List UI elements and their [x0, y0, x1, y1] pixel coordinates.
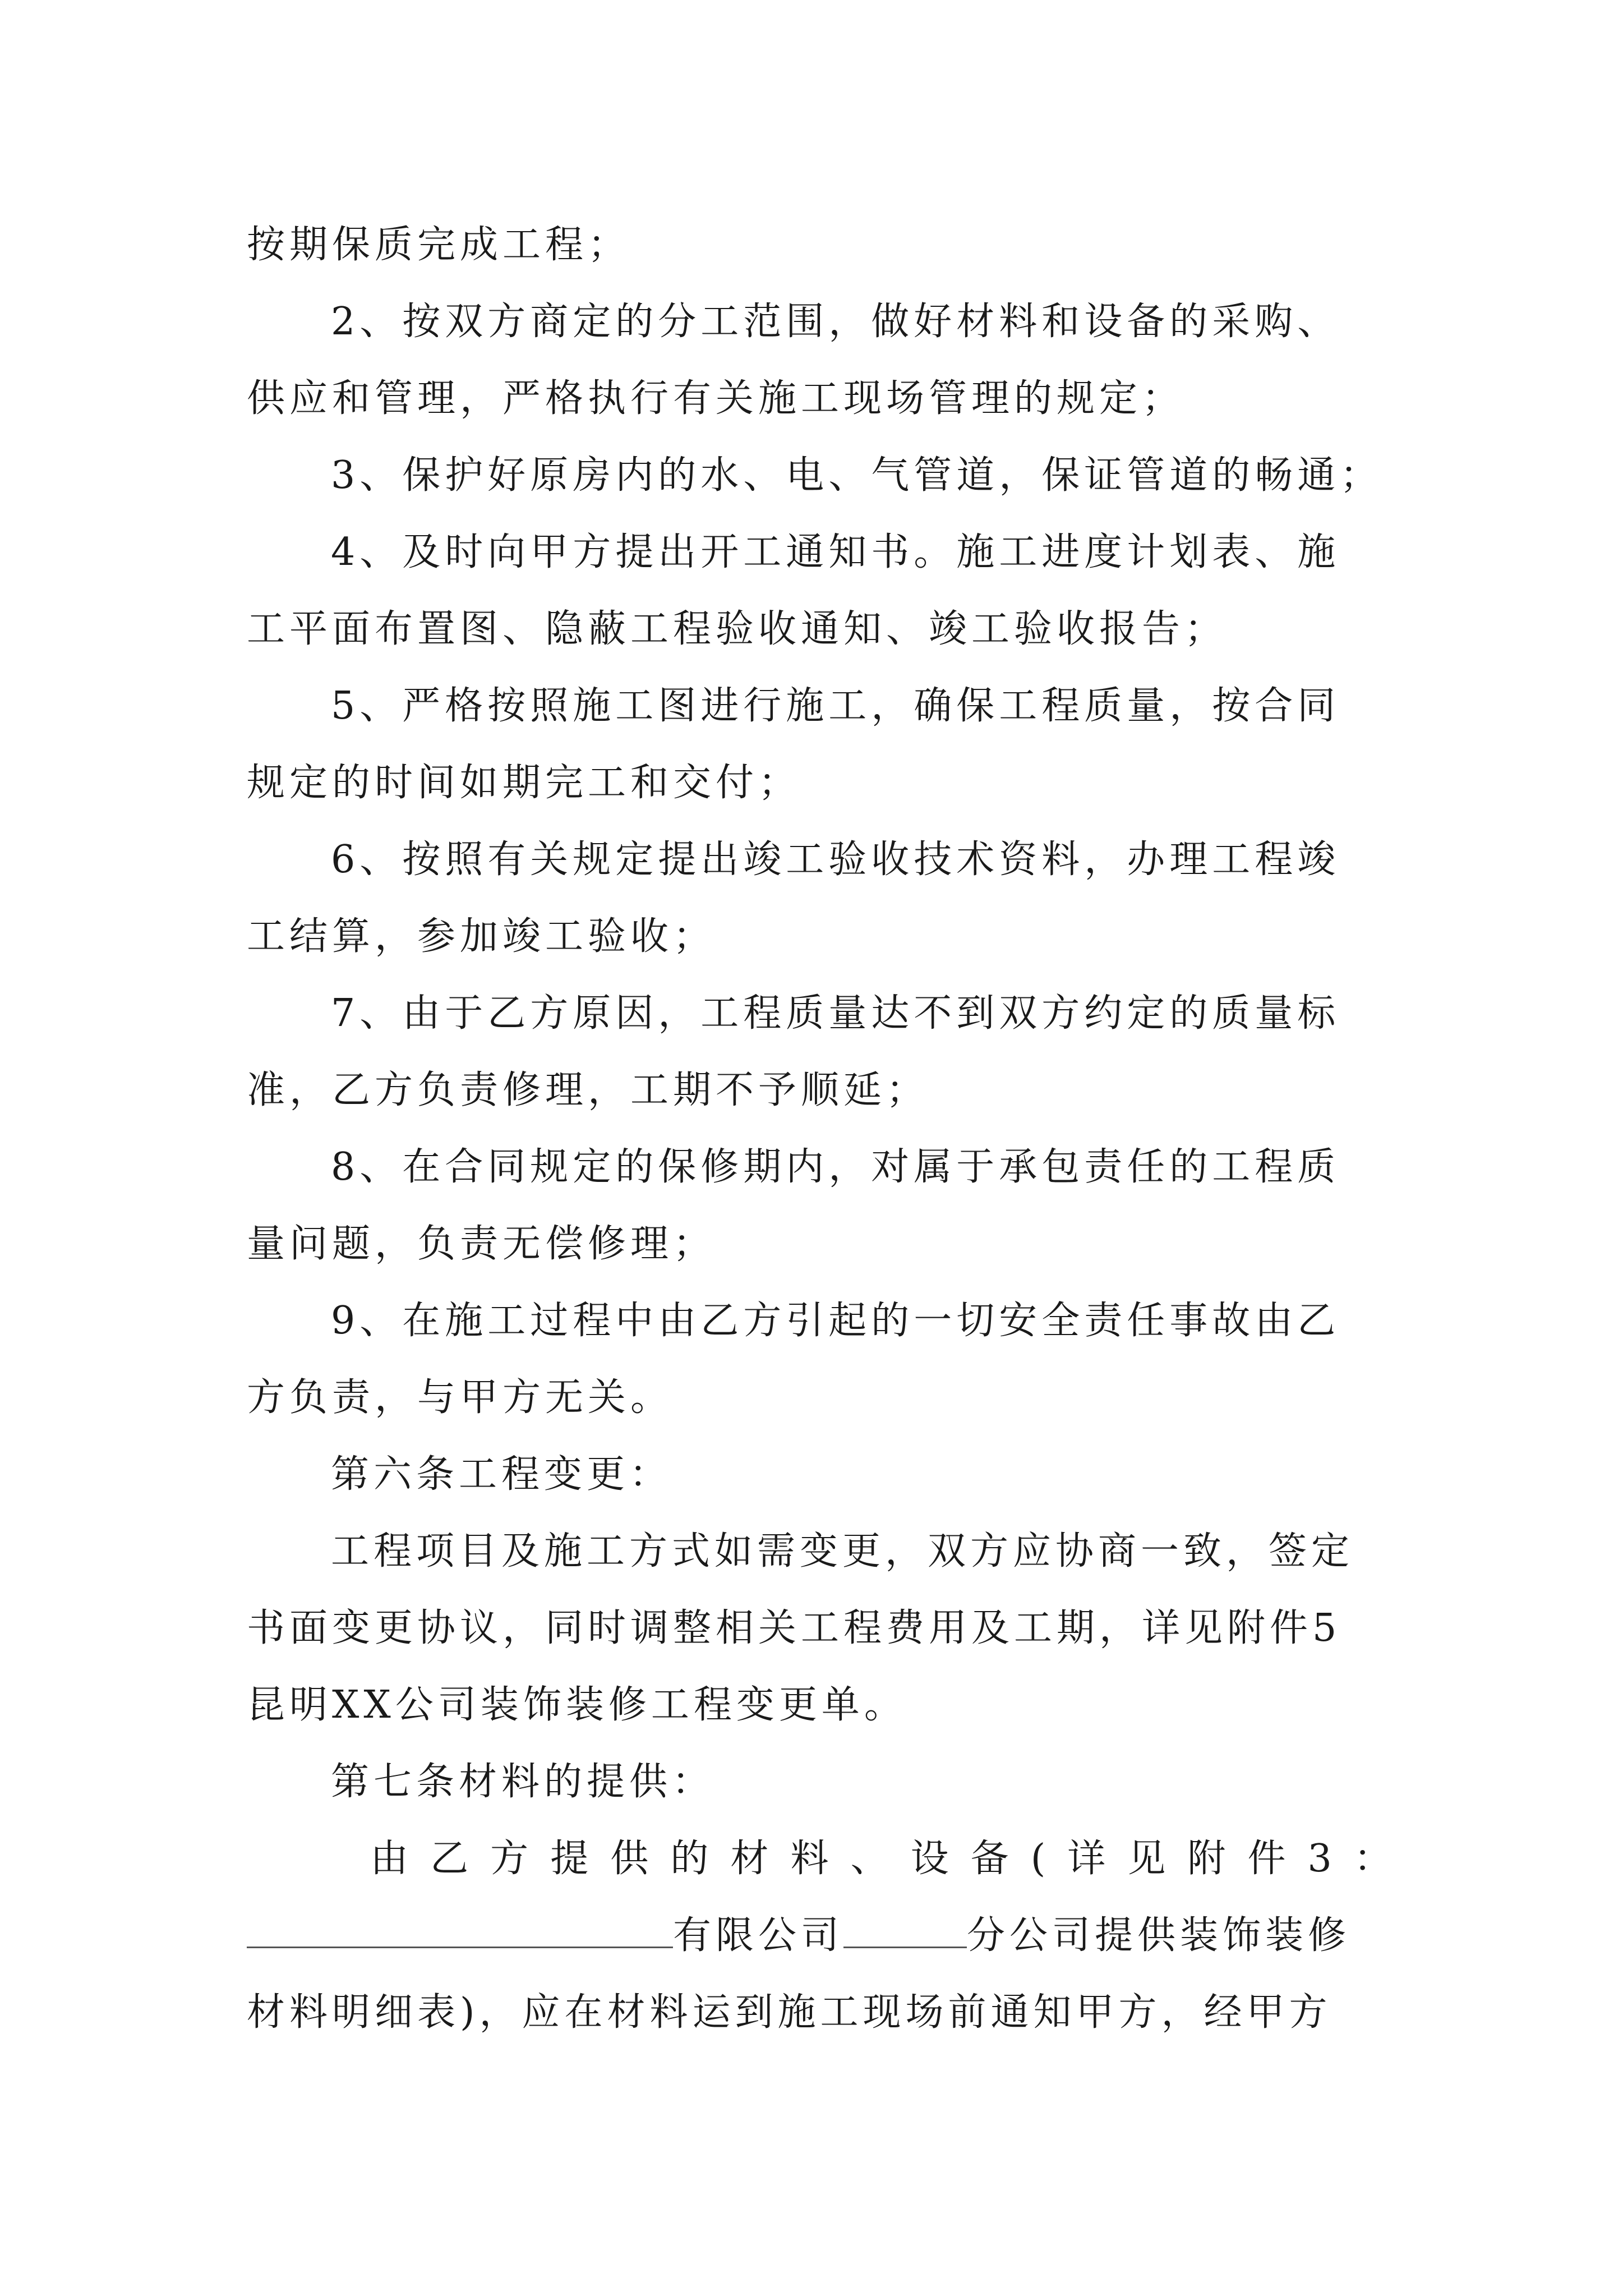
spaced-char: 方: [490, 1837, 533, 1881]
text-line: 6、按照有关规定提出竣工验收技术资料，办理工程竣: [331, 838, 1340, 882]
spaced-char: 3: [1307, 1837, 1336, 1881]
text-line: 8、在合同规定的保修期内，对属于承包责任的工程质: [331, 1145, 1340, 1189]
spaced-char: (: [1030, 1837, 1050, 1881]
spaced-char: 、: [850, 1837, 893, 1881]
text-line: 规定的时间如期完工和交付；: [247, 761, 801, 805]
text-line: 3、保护好原房内的水、电、气管道，保证管道的畅通；: [331, 453, 1383, 498]
contract-text: [247, 206, 1396, 2051]
text-line: 工平面布置图、隐蔽工程验收通知、竣工验收报告；: [247, 607, 1228, 651]
text-line: 量问题，负责无偿修理；: [247, 1222, 716, 1266]
section-heading: 第七条材料的提供：: [331, 1760, 715, 1804]
text-line: 4、及时向甲方提出开工通知书。施工进度计划表、施: [331, 530, 1340, 574]
text-line: 7、由于乙方原因，工程质量达不到双方约定的质量标: [331, 991, 1340, 1036]
spaced-char: 见: [1127, 1837, 1170, 1881]
text-line: 准，乙方负责修理，工期不予顺延；: [247, 1068, 929, 1112]
blank-line-text-1: 有限公司: [673, 1913, 844, 1958]
spaced-char: 设: [910, 1837, 953, 1881]
spaced-char: 的: [670, 1837, 713, 1881]
text-line: 昆明XX公司装饰装修工程变更单。: [247, 1683, 907, 1727]
spaced-char: 提: [550, 1837, 593, 1881]
text-line: 5、严格按照施工图进行施工，确保工程质量，按合同: [331, 684, 1340, 728]
spaced-char: 料: [790, 1837, 833, 1881]
blank-line-text-2: 分公司提供装饰装修: [967, 1913, 1351, 1958]
spaced-char: 材: [730, 1837, 773, 1881]
spaced-char: 乙: [430, 1837, 473, 1881]
branch-name-blank[interactable]: [843, 1907, 967, 1948]
text-line: 书面变更协议，同时调整相关工程费用及工期，详见附件5: [247, 1606, 1341, 1650]
spaced-char: 详: [1067, 1837, 1110, 1881]
fill-in-line: [247, 1897, 1396, 1974]
spaced-char: 件: [1247, 1837, 1290, 1881]
text-line: 工结算，参加竣工验收；: [247, 914, 716, 959]
text-line: 2、按双方商定的分工范围，做好材料和设备的采购、: [331, 300, 1340, 344]
spaced-char: ：: [1353, 1837, 1396, 1881]
text-line: 材料明细表)，应在材料运到施工现场前通知甲方，经甲方: [247, 1990, 1332, 2035]
text-line: 按期保质完成工程；: [247, 223, 631, 267]
spaced-text-line: [247, 1820, 1396, 1897]
section-heading: 第六条工程变更：: [331, 1452, 672, 1497]
company-name-blank[interactable]: [247, 1907, 673, 1948]
spaced-char: 附: [1187, 1837, 1230, 1881]
text-line: 工程项目及施工方式如需变更，双方应协商一致，签定: [331, 1529, 1354, 1573]
text-line: 9、在施工过程中由乙方引起的一切安全责任事故由乙: [331, 1299, 1340, 1343]
spaced-char: 由: [370, 1837, 413, 1881]
spaced-char: 供: [610, 1837, 653, 1881]
text-line: 供应和管理，严格执行有关施工现场管理的规定；: [247, 376, 1185, 421]
text-line: 方负责，与甲方无关。: [247, 1375, 674, 1420]
spaced-char: 备: [970, 1837, 1013, 1881]
